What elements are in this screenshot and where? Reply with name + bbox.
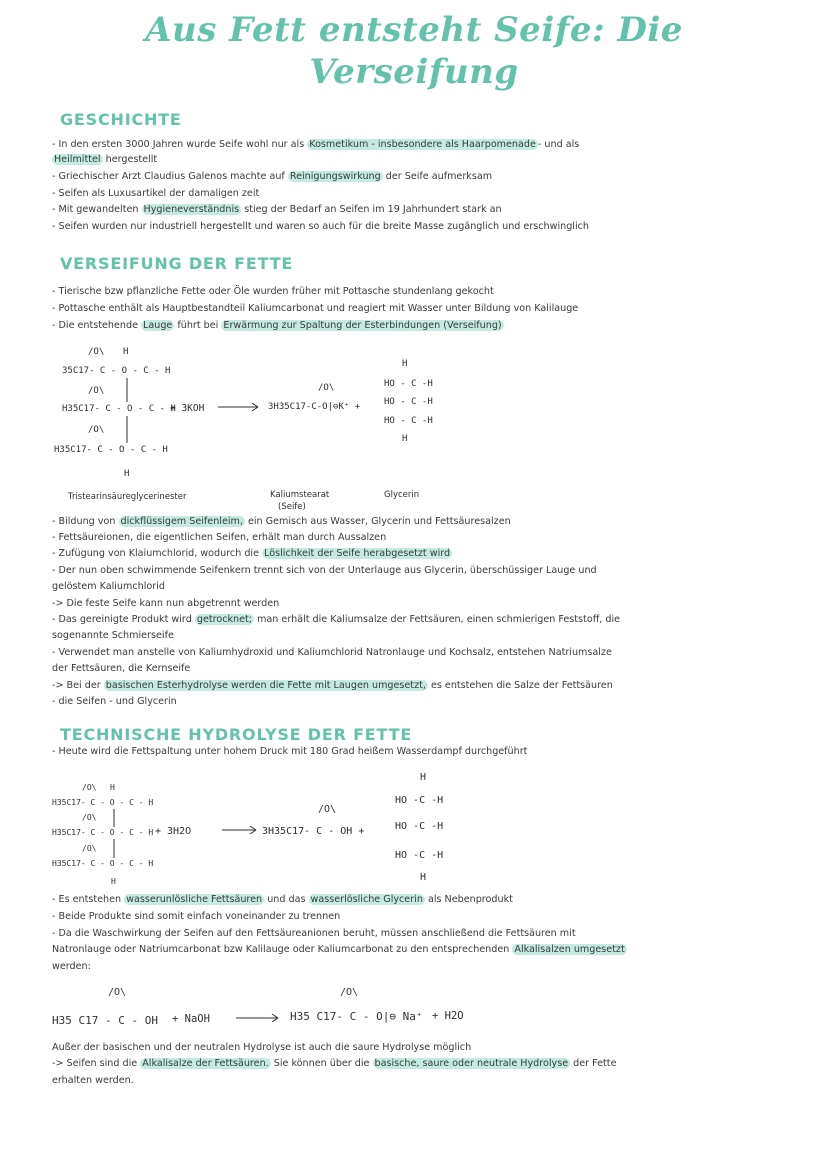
section-heading-technisch: TECHNISCHE HYDROLYSE DER FETTE [60,725,413,744]
text-line: Natronlauge oder Natriumcarbonat bzw Kalilauge oder Kaliumcarbonat zu den entsprechenden Alkalisalzen umgesetzt [52,944,625,955]
reaction-arrow-head [272,1014,278,1018]
highlight: dickflüssigem Seifenleim, [120,516,243,527]
highlight: wasserlösliche Glycerin [310,894,423,905]
text-line: - Bildung von dickflüssigem Seifenleim, ein Gemisch aus Wasser, Glycerin und Fettsäuresalzen [52,516,511,527]
text-line: Heilmittel hergestellt [54,154,158,165]
highlight: Lauge [143,320,173,331]
text-line: - Der nun oben schwimmende Seifenkern trennt sich von der Unterlauge aus Glycerin, überschüssiger Lauge und [52,565,597,576]
label-glycerin: Glycerin [384,490,420,500]
oxygen-label: /O\ [318,804,337,815]
product-water: + H2O [432,1010,464,1022]
text-line: - die Seifen - und Glycerin [52,696,177,707]
oxygen-label: /O\ [318,383,335,393]
hydrogen-label: H [124,469,130,479]
hydrogen-label: H [111,877,116,886]
highlight: basischen Esterhydrolyse werden die Fette mit Laugen umgesetzt, [105,680,426,691]
text-line: -> Seifen sind die Alkalisalze der Fettsäuren. Sie können über die basische, saure oder neutrale Hydrolyse der Fette [52,1058,617,1069]
text-line: -> Bei der basischen Esterhydrolyse werden die Fette mit Laugen umgesetzt, es entstehen die Salze der Fettsäuren [52,680,613,691]
text-line: - Fettsäureionen, die eigentlichen Seifen, erhält man durch Aussalzen [52,532,387,543]
oxygen-label: /O\ [82,783,97,792]
text-line: - Beide Produkte sind somit einfach voneinander zu trennen [52,911,341,922]
text-line: - Die entstehende Lauge führt bei Erwärmung zur Spaltung der Esterbindungen (Verseifung) [52,320,502,331]
text-line: - Da die Waschwirkung der Seifen auf den Fettsäureanionen beruht, müssen anschließend die Fettsäuren mit [52,928,576,939]
ester-chain-1: 35C17- C - O - C - H [62,366,171,376]
hydrogen-label: H [420,872,427,883]
sodium-soap: H35 C17- C - O|⊖ Na⁺ [290,1010,423,1023]
text-line: - Es entstehen wasserunlösliche Fettsäuren und das wasserlösliche Glycerin als Nebenprodukt [52,894,513,905]
text-line: - Verwendet man anstelle von Kaliumhydroxid und Kaliumchlorid Natronlauge und Kochsalz, entstehen Natriumsalze [52,647,612,658]
ester-chain-1: H35C17- C - O - C - H [52,798,154,807]
glycerin-row: HO -C -H [395,821,444,832]
reagent-water: + 3H2O [155,826,192,837]
ester-chain-2: H35C17- C - O - C - H [52,828,154,837]
oxygen-label: /O\ [88,347,105,357]
label-ester: Tristearinsäureglycerinester [68,492,187,502]
hydrogen-label: H [110,783,115,792]
hydrogen-label: H [402,359,408,369]
glycerin-row: HO -C -H [395,850,444,861]
label-stearate: Kaliumstearat [270,490,330,500]
oxygen-label: /O\ [340,987,359,998]
text-line: - Tierische bzw pflanzliche Fette oder Öle wurden früher mit Pottasche stundenlang gekocht [52,286,494,297]
reaction-arrow-head [272,1018,278,1022]
highlight: Alkalisalze der Fettsäuren. [142,1058,269,1069]
highlight: Alkalisalzen umgesetzt [514,944,625,955]
text-line: Außer der basischen und der neutralen Hydrolyse ist auch die saure Hydrolyse möglich [52,1042,472,1053]
oxygen-label: /O\ [88,425,105,435]
hydrogen-label: H [420,772,427,783]
page-title-line1: Aus Fett entsteht Seife: Die [145,10,683,50]
reagent-naoh: + NaOH [172,1013,210,1025]
highlight: wasserunlösliche Fettsäuren [126,894,263,905]
ester-chain-3: H35C17- C - O - C - H [54,445,168,455]
text-line: -> Die feste Seife kann nun abgetrennt werden [52,598,280,609]
text-line: - Zufügung von Klaiumchlorid, wodurch die Löslichkeit der Seife herabgesetzt wird [52,548,451,559]
text-line: - Pottasche enthält als Hauptbestandteil Kaliumcarbonat und reagiert mit Wasser unter Bildung von Kalilauge [52,303,579,314]
hydrogen-label: H [123,347,129,357]
text-line: erhalten werden. [52,1075,134,1086]
highlight: Hygieneverständnis [143,204,240,215]
highlight: Heilmittel [54,154,101,165]
text-line: - Mit gewandelten Hygieneverständnis stieg der Bedarf an Seifen im 19 Jahrhundert stark an [52,204,502,215]
glycerin-row: HO - C -H [384,379,433,389]
glycerin-row: HO - C -H [384,397,433,407]
oxygen-label: /O\ [82,813,97,822]
fatty-acid: H35 C17 - C - OH [52,1014,158,1027]
oxygen-label: /O\ [108,987,127,998]
text-line: - Griechischer Arzt Claudius Galenos machte auf Reinigungswirkung der Seife aufmerksam [52,171,493,182]
highlight: getrocknet; [196,614,253,625]
product-stearate: 3H35C17-C-O|⊖K⁺ + [268,402,361,412]
text-line: der Fettsäuren, die Kernseife [52,663,191,674]
highlight: Kosmetikum - insbesondere als Haarpomenade [309,139,536,150]
text-line: gelöstem Kaliumchlorid [52,581,165,592]
product-fatty-acid: 3H35C17- C - OH + [262,826,365,837]
label-soap: (Seife) [278,502,306,512]
reagent-koh: + 3KOH [170,403,205,414]
highlight: basische, saure oder neutrale Hydrolyse [374,1058,569,1069]
text-line: - Heute wird die Fettspaltung unter hohem Druck mit 180 Grad heißem Wasserdampf durchgeführt [52,746,528,757]
text-line: - In den ersten 3000 Jahren wurde Seife wohl nur als Kosmetikum - insbesondere als Haarpomenade - und als [52,139,580,150]
section-heading-geschichte: GESCHICHTE [60,110,182,129]
text-line: werden: [52,961,91,972]
hydrogen-label: H [402,434,408,444]
highlight: Reinigungswirkung [289,171,381,182]
section-heading-verseifung: VERSEIFUNG DER FETTE [60,254,294,273]
text-line: sogenannte Schmierseife [52,630,174,641]
oxygen-label: /O\ [88,386,105,396]
text-line: - Seifen als Luxusartikel der damaligen zeit [52,188,260,199]
text-line: - Seifen wurden nur industriell hergestellt und waren so auch für die breite Masse zugänglich und erschwinglich [52,221,589,232]
highlight: Löslichkeit der Seife herabgesetzt wird [264,548,451,559]
highlight: Erwärmung zur Spaltung der Esterbindungen (Verseifung) [223,320,502,331]
page-title-line2: Verseifung [309,52,519,92]
glycerin-row: HO -C -H [395,795,444,806]
glycerin-row: HO - C -H [384,416,433,426]
ester-chain-3: H35C17- C - O - C - H [52,859,154,868]
text-line: - Das gereinigte Produkt wird getrocknet; man erhält die Kaliumsalze der Fettsäuren, einen schmierigen Feststoff, die [52,614,621,625]
oxygen-label: /O\ [82,844,97,853]
ester-chain-2: H35C17- C - O - C - H [62,404,176,414]
